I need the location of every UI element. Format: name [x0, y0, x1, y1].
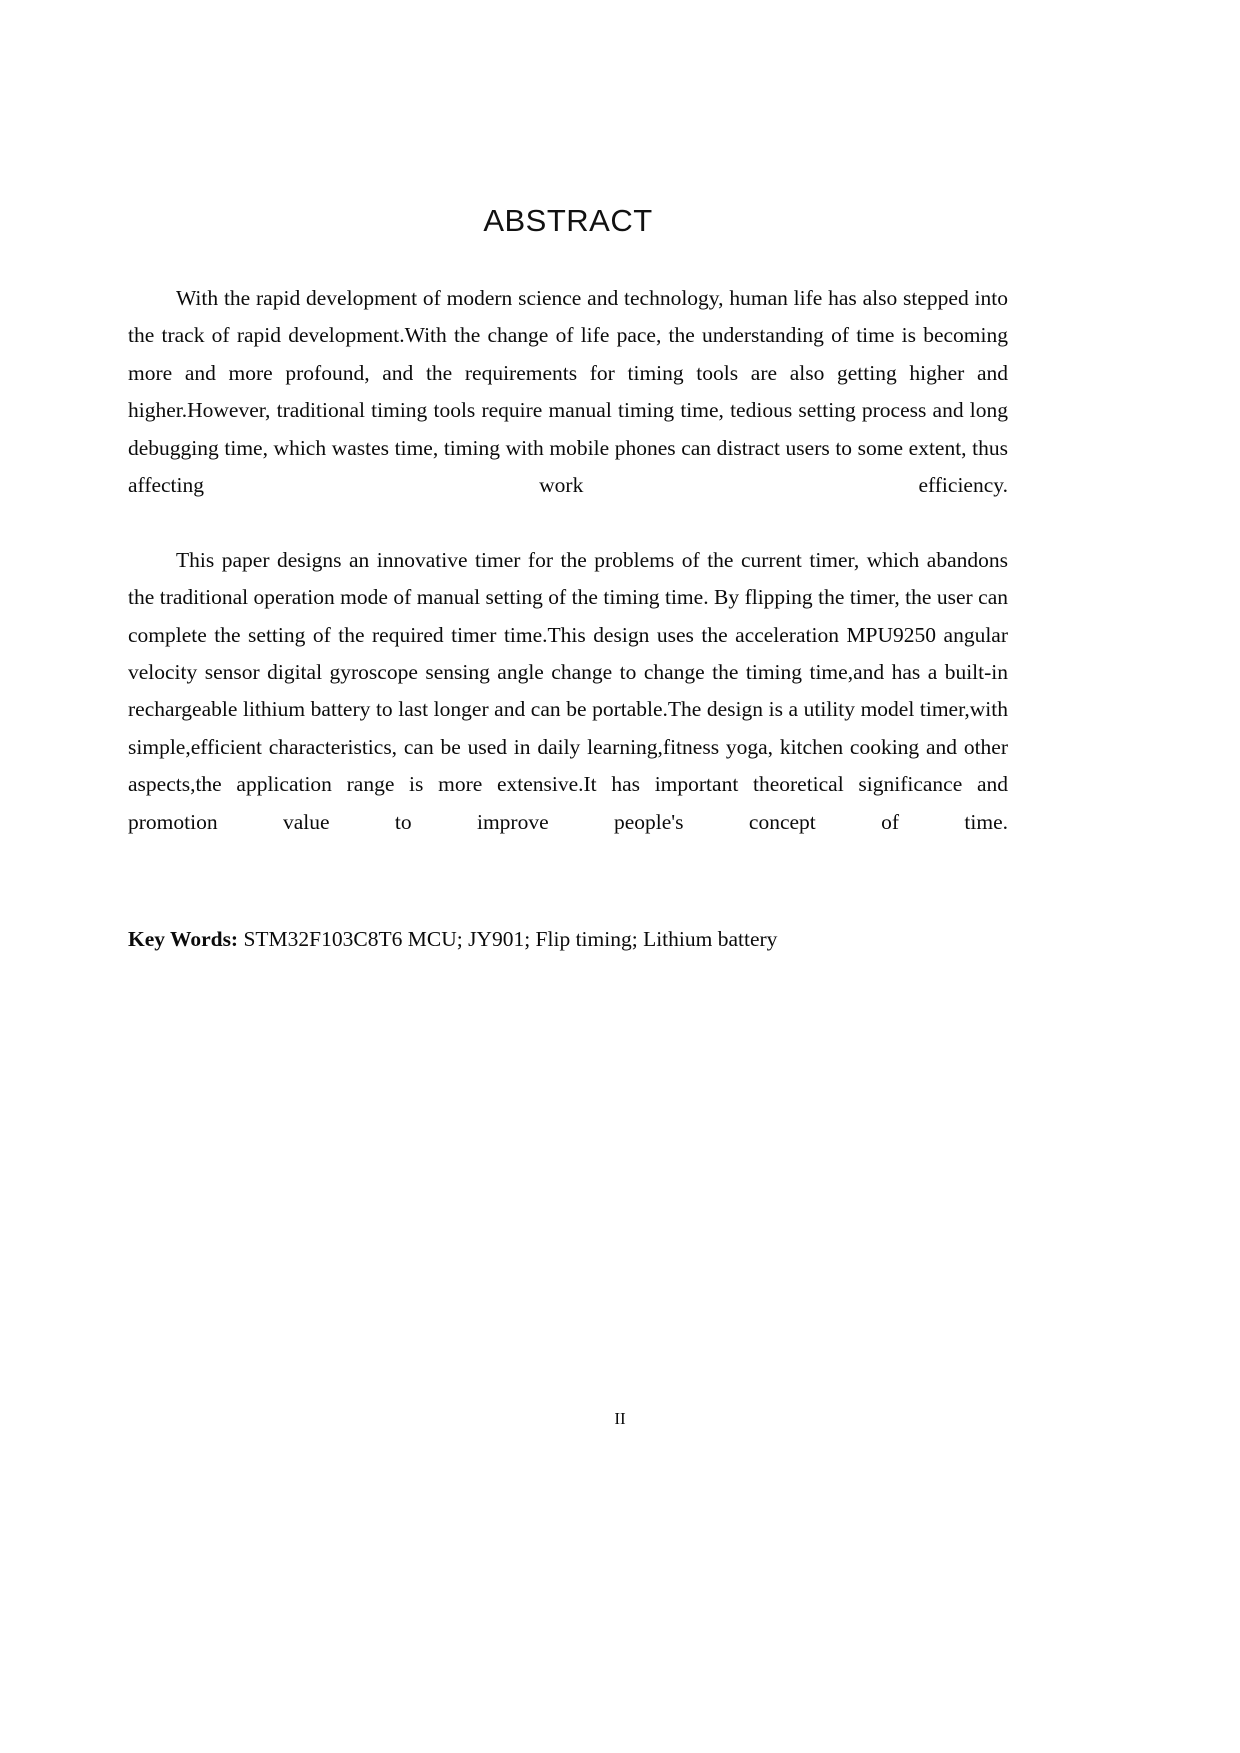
abstract-paragraph-1: With the rapid development of modern science and technology, human life has also stepped into the track of rapid development.With the change of life pace, the understanding of time is becoming more and more profound, and the requirements for timing tools are also getting higher and higher.However, traditional timing tools require manual timing time, tedious setting process and long debugging time, which wastes time, timing with mobile phones can distract users to some extent, thus affecting work efficiency. — [128, 286, 1008, 498]
keywords-line — [128, 879, 1008, 958]
keywords-label: Key Words: — [128, 926, 239, 951]
page-title: ABSTRACT — [483, 203, 653, 238]
page-content — [128, 0, 1008, 958]
abstract-body — [128, 280, 1008, 879]
abstract-paragraph-2: This paper designs an innovative timer for the problems of the current timer, which abandons the traditional operation mode of manual setting of the timing time. By flipping the timer, the user can complete the setting of the required timer time.This design uses the acceleration MPU9250 angular velocity sensor digital gyroscope sensing angle change to change the timing time,and has a built-in rechargeable lithium battery to last longer and can be portable.The design is a utility model timer,with simple,efficient characteristics, can be used in daily learning,fitness yoga, kitchen cooking and other aspects,the application range is more extensive.It has important theoretical significance and promotion value to improve people's concept of time. — [128, 547, 1008, 834]
page-number: II — [614, 1409, 626, 1428]
keywords-value: STM32F103C8T6 MCU; JY901; Flip timing; Lithium battery — [238, 926, 778, 951]
